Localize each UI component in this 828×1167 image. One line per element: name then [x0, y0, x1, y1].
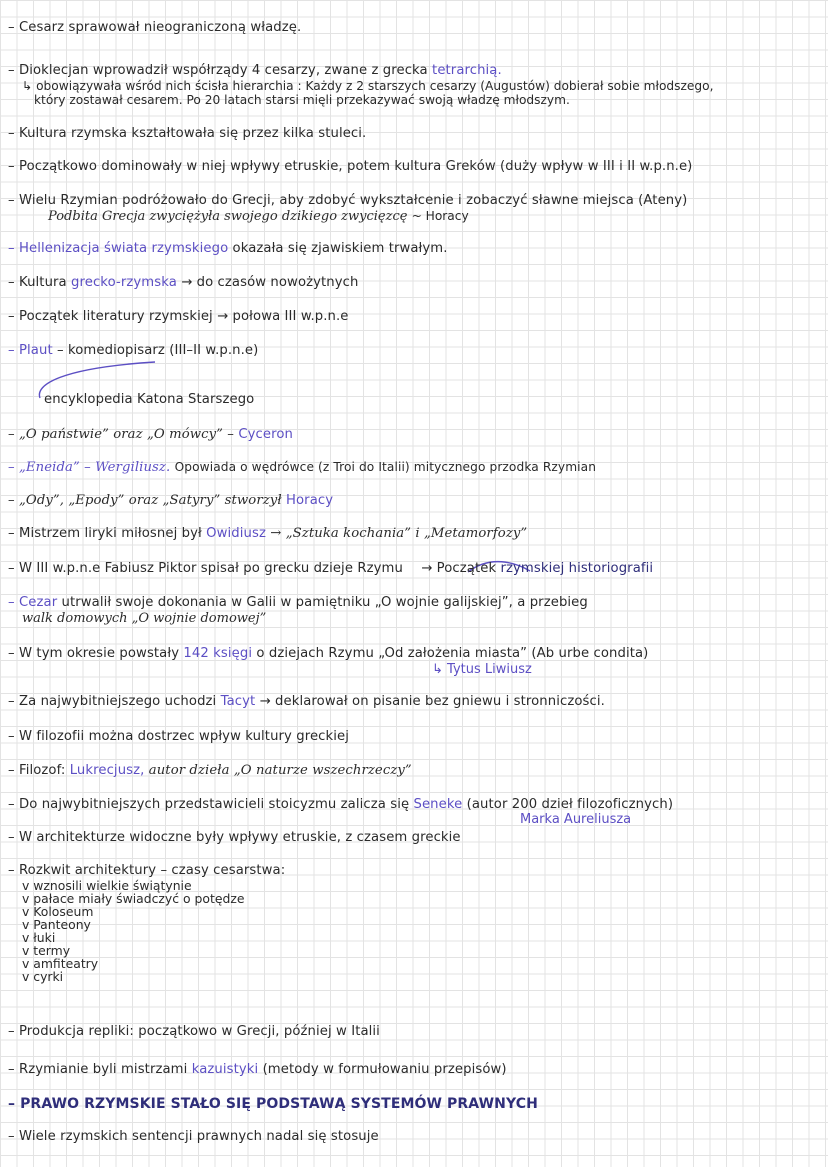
list-item: v łuki	[22, 930, 56, 945]
list-item: v cyrki	[22, 969, 64, 984]
note-cato-encyclopedia: encyklopedia Katona Starszego	[44, 392, 255, 407]
note-casuistry: – Rzymianie byli mistrzami kazuistyki (metody w formułowaniu przepisów)	[8, 1062, 507, 1077]
note-horace-quote: Podbita Grecja zwyciężyła swojego dzikiego zwycięzcę ~ Horacy	[48, 209, 469, 224]
note-literature-start: – Początek literatury rzymskiej → połowa III w.p.n.e	[8, 309, 349, 324]
note-philosophy: – W filozofii można dostrzec wpływ kultury greckiej	[8, 729, 349, 744]
note-titus-livius: ↳ Tytus Liwiusz	[432, 662, 532, 677]
list-item: v Panteony	[22, 917, 91, 932]
note-livy-books: – W tym okresie powstały 142 księgi o dziejach Rzymu „Od założenia miasta” (Ab urbe condita)	[8, 646, 649, 661]
note-tacitus: – Za najwybitniejszego uchodzi Tacyt → deklarował on pisanie bez gniewu i stronniczości.	[8, 694, 605, 709]
list-item: v Koloseum	[22, 904, 94, 919]
note-architecture-influences: – W architekturze widoczne były wpływy etruskie, z czasem greckie	[8, 830, 461, 845]
note-legal-maxims: – Wiele rzymskich sentencji prawnych nadal się stosuje	[8, 1129, 379, 1144]
note-fabius-pictor: – W III w.p.n.e Fabiusz Piktor spisał po grecku dzieje Rzymu → Początek rzymskiej historiografii	[8, 561, 654, 576]
note-hellenization: – Hellenizacja świata rzymskiego okazała się zjawiskiem trwałym.	[8, 241, 448, 256]
list-item: v pałace miały świadczyć o potędze	[22, 891, 245, 906]
note-ovid: – Mistrzem liryki miłosnej był Owidiusz → „Sztuka kochania” i „Metamorfozy”	[8, 526, 528, 541]
note-influences: – Początkowo dominowały w niej wpływy etruskie, potem kultura Greków (duży wpływ w III i II w.p.n.e)	[8, 159, 693, 174]
note-architecture-boom: – Rozkwit architektury – czasy cesarstwa:	[8, 863, 286, 878]
note-aeneid: – „Eneida” – Wergiliusz. Opowiada o wędrówce (z Troi do Italii) mitycznego przodka Rzymian	[8, 460, 597, 475]
note-hierarchy-cont: który zostawał cesarem. Po 20 latach starsi mięli przekazywać swoją władzę młodszym.	[34, 93, 570, 107]
list-item: v amfiteatry	[22, 956, 99, 971]
list-item: v wznosili wielkie świątynie	[22, 878, 192, 893]
note-roman-law: – PRAWO RZYMSKIE STAŁO SIĘ PODSTAWĄ SYSTEMÓW PRAWNYCH	[8, 1096, 538, 1112]
note-travel-greece: – Wielu Rzymian podróżowało do Grecji, aby zdobyć wykształcenie i zobaczyć sławne miejsca (Ateny)	[8, 193, 688, 208]
architecture-list	[22, 879, 244, 983]
note-replicas: – Produkcja repliki: początkowo w Grecji, później w Italii	[8, 1024, 380, 1039]
note-cicero: – „O państwie” oraz „O mówcy” – Cyceron	[8, 427, 293, 442]
list-item: v termy	[22, 943, 71, 958]
note-lucretius: – Filozof: Lukrecjusz, autor dzieła „O naturze wszechrzeczy”	[8, 763, 412, 778]
note-horace-works: – „Ody”, „Epody” oraz „Satyry” stworzył Horacy	[8, 493, 334, 508]
note-culture-centuries: – Kultura rzymska kształtowała się przez kilka stuleci.	[8, 126, 367, 141]
note-marcus-aurelius: Marka Aureliusza	[520, 812, 632, 827]
note-civil-war: walk domowych „O wojnie domowej”	[22, 611, 267, 626]
note-greco-roman: – Kultura grecko-rzymska → do czasów nowożytnych	[8, 275, 359, 290]
term-tetrarchy: tetrarchią.	[432, 63, 502, 78]
note-caesar-memoirs: – Cezar utrwalił swoje dokonania w Galii w pamiętniku „O wojnie galijskiej”, a przebieg	[8, 595, 588, 610]
note-plautus: – Plaut – komediopisarz (III–II w.p.n.e)	[8, 343, 259, 358]
note-hierarchy: ↳ obowiązywała wśród nich ścisła hierarchia : Każdy z 2 starszych cesarzy (Augustów) dobierał sobie młodszego,	[22, 79, 714, 93]
note-diocletian: – Dioklecjan wprowadził współrządy 4 cesarzy, zwane z grecka tetrarchią.	[8, 63, 502, 78]
note-caesar-power: – Cesarz sprawował nieograniczoną władzę.	[8, 20, 302, 35]
note-stoicism: – Do najwybitniejszych przedstawicieli stoicyzmu zalicza się Seneke (autor 200 dzieł filozoficznych)	[8, 797, 674, 812]
